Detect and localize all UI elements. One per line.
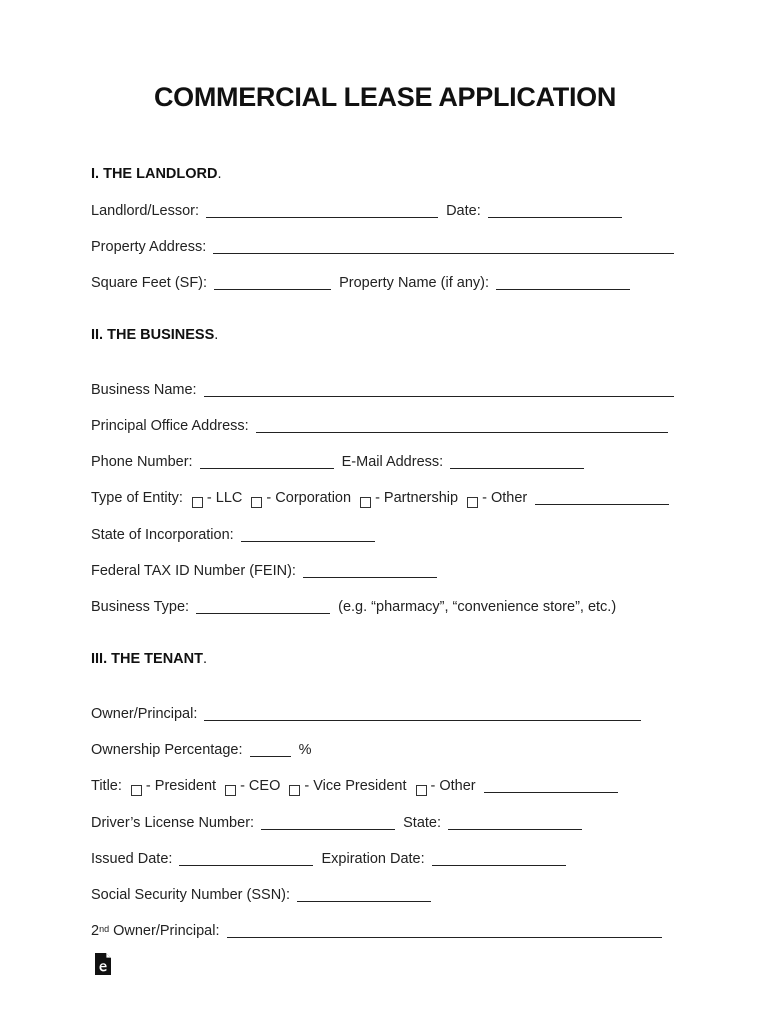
owner-row: [91, 704, 641, 724]
state-label: State:: [403, 815, 442, 831]
title-president-label: - President: [145, 778, 217, 794]
second-owner-ordinal: 2: [91, 923, 100, 939]
title-row: [91, 776, 618, 796]
title-president-checkbox[interactable]: [131, 785, 142, 796]
entity-other-label: - Other: [482, 490, 528, 506]
email-label: E-Mail Address:: [341, 454, 444, 470]
office-address-row: [91, 416, 668, 436]
office-address-field[interactable]: [256, 417, 668, 433]
landlord-lessor-label: Landlord/Lessor:: [91, 203, 200, 219]
title-ceo-checkbox[interactable]: [225, 785, 236, 796]
section-landlord-heading: [91, 166, 222, 182]
ssn-row: [91, 885, 431, 905]
issued-expiration-row: [91, 849, 566, 869]
square-feet-label: Square Feet (SF):: [91, 275, 208, 291]
date-label: Date:: [446, 203, 481, 219]
fein-label: Federal TAX ID Number (FEIN):: [91, 563, 296, 579]
license-row: [91, 813, 582, 833]
landlord-lessor-field[interactable]: [206, 202, 438, 218]
ssn-field[interactable]: [297, 886, 431, 902]
entity-corporation-label: - Corporation: [266, 490, 352, 506]
second-owner-label: [91, 921, 220, 941]
business-name-field[interactable]: [204, 381, 674, 397]
entity-other-checkbox[interactable]: [467, 497, 478, 508]
section-business-heading: [91, 327, 218, 343]
second-owner-row: [91, 921, 662, 941]
title-ceo-label: - CEO: [240, 778, 281, 794]
sqft-row: [91, 273, 630, 293]
ssn-label: Social Security Number (SSN):: [91, 887, 291, 903]
square-feet-field[interactable]: [214, 274, 331, 290]
fein-field[interactable]: [303, 562, 437, 578]
entity-other-field[interactable]: [535, 489, 669, 505]
title-vice-president-label: - Vice President: [304, 778, 407, 794]
heading-period: .: [202, 651, 208, 667]
incorporation-field[interactable]: [241, 526, 375, 542]
ownership-field[interactable]: [250, 741, 291, 757]
ownership-label: Ownership Percentage:: [91, 742, 243, 758]
title-vice-president-checkbox[interactable]: [289, 785, 300, 796]
phone-field[interactable]: [200, 453, 334, 469]
expiration-date-field[interactable]: [432, 850, 566, 866]
license-field[interactable]: [261, 814, 395, 830]
landlord-row: [91, 201, 622, 221]
expiration-date-label: Expiration Date:: [321, 851, 425, 867]
heading-period: .: [214, 327, 219, 343]
owner-field[interactable]: [204, 705, 641, 721]
second-owner-field[interactable]: [227, 922, 662, 938]
incorporation-label: State of Incorporation:: [91, 527, 234, 543]
property-address-row: [91, 237, 674, 257]
section-tenant-heading-text: III. THE TENANT: [91, 651, 203, 667]
business-type-row: [91, 597, 616, 617]
entity-type-row: [91, 488, 669, 508]
title-other-label: - Other: [430, 778, 476, 794]
business-type-label: Business Type:: [91, 599, 190, 615]
second-owner-ordinal-suffix: nd: [99, 924, 110, 934]
title-other-field[interactable]: [484, 777, 618, 793]
entity-llc-label: - LLC: [206, 490, 243, 506]
business-name-label: Business Name:: [91, 382, 197, 398]
date-field[interactable]: [488, 202, 622, 218]
office-address-label: Principal Office Address:: [91, 418, 249, 434]
property-address-field[interactable]: [213, 238, 674, 254]
email-field[interactable]: [450, 453, 584, 469]
page-title: COMMERCIAL LEASE APPLICATION: [153, 82, 617, 112]
business-type-hint: (e.g. “pharmacy”, “convenience store”, etc.): [338, 599, 617, 615]
business-name-row: [91, 380, 674, 400]
section-tenant-heading: [91, 651, 207, 667]
property-address-label: Property Address:: [91, 239, 207, 255]
property-name-field[interactable]: [496, 274, 630, 290]
issued-date-label: Issued Date:: [91, 851, 173, 867]
entity-partnership-label: - Partnership: [375, 490, 459, 506]
phone-email-row: [91, 452, 584, 472]
entity-partnership-checkbox[interactable]: [360, 497, 371, 508]
eforms-logo-icon: [93, 952, 113, 976]
ownership-row: [91, 740, 312, 760]
issued-date-field[interactable]: [179, 850, 313, 866]
entity-type-label: Type of Entity:: [91, 490, 183, 506]
second-owner-label-text: Owner/Principal:: [109, 923, 220, 939]
incorporation-row: [91, 525, 375, 545]
section-business-heading-text: II. THE BUSINESS: [91, 327, 215, 343]
license-label: Driver’s License Number:: [91, 815, 255, 831]
percent-sign: %: [298, 742, 312, 758]
business-type-field[interactable]: [196, 598, 330, 614]
entity-llc-checkbox[interactable]: [192, 497, 203, 508]
heading-period: .: [217, 166, 222, 182]
owner-label: Owner/Principal:: [91, 706, 198, 722]
title-other-checkbox[interactable]: [416, 785, 427, 796]
property-name-label: Property Name (if any):: [339, 275, 489, 291]
fein-row: [91, 561, 437, 581]
section-landlord-heading-text: I. THE LANDLORD: [91, 166, 218, 182]
title-label: Title:: [91, 778, 122, 794]
entity-corporation-checkbox[interactable]: [251, 497, 262, 508]
phone-label: Phone Number:: [91, 454, 193, 470]
state-field[interactable]: [448, 814, 582, 830]
